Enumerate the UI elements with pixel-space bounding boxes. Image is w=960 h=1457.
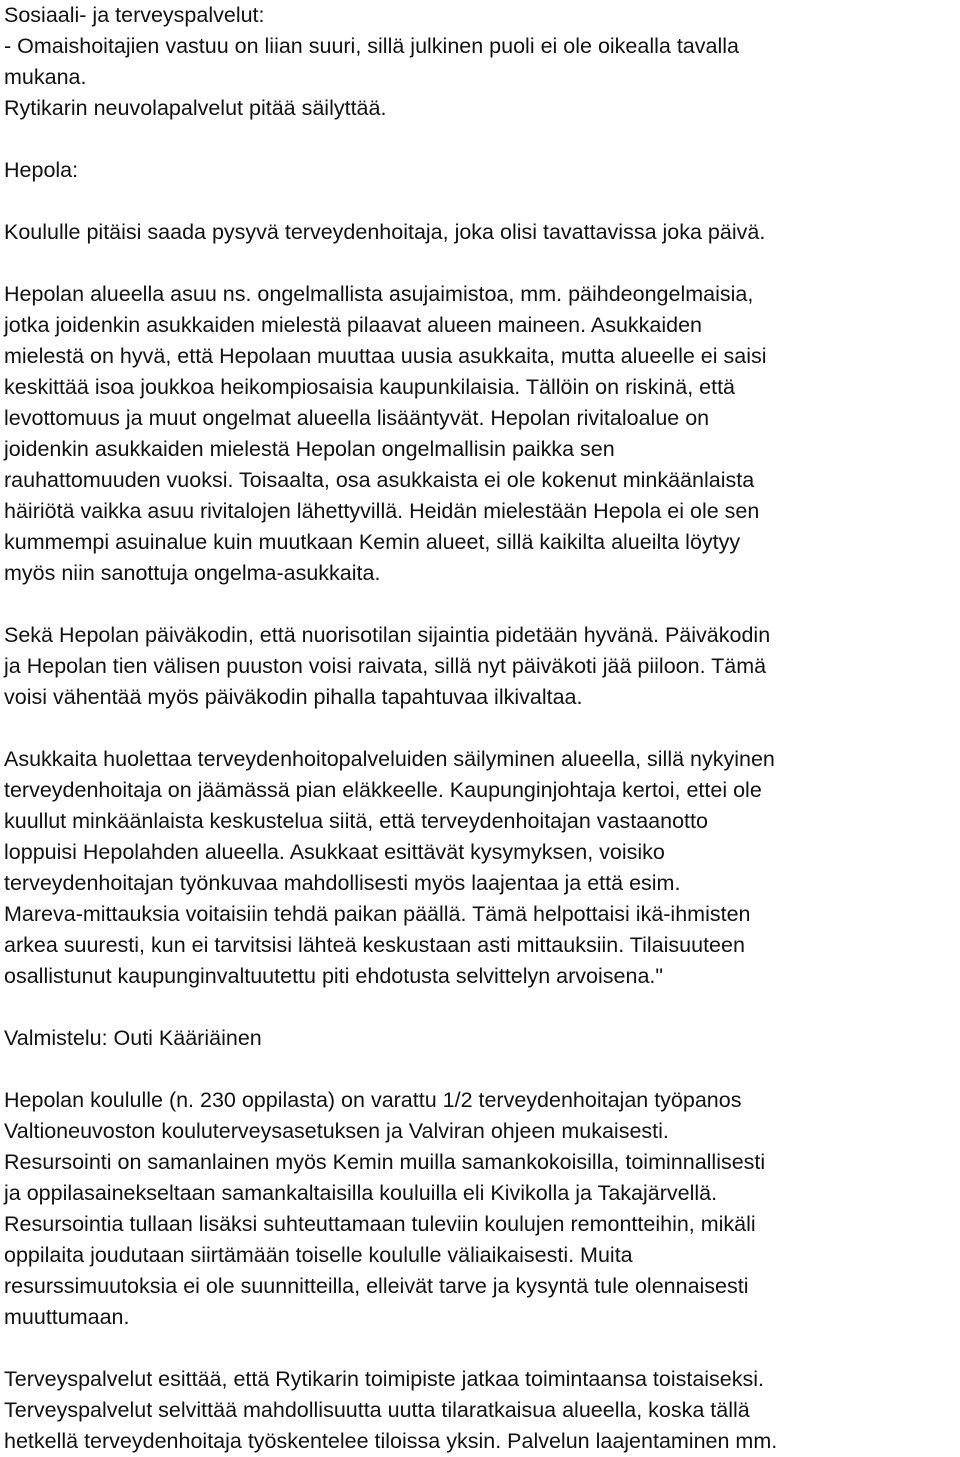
text-line: kuullut minkäänlaista keskustelua siitä, että terveydenhoitajan vastaanotto (4, 809, 708, 833)
text-line: muuttumaan. (4, 1305, 130, 1329)
paragraph-gap (4, 1054, 960, 1085)
text-line: jotka joidenkin asukkaiden mielestä pilaavat alueen maineen. Asukkaiden (4, 313, 703, 337)
text-line: Resursointi on samanlainen myös Kemin muilla samankokoisilla, toiminnallisesti (4, 1150, 766, 1174)
text-line: osallistunut kaupunginvaltuutettu piti ehdotusta selvittelyn arvoisena." (4, 964, 664, 988)
text-line: hetkellä terveydenhoitaja työskentelee tiloissa yksin. Palvelun laajentaminen mm. (4, 1429, 778, 1453)
paragraph (4, 744, 960, 992)
text-line: Asukkaita huolettaa terveydenhoitopalveluiden säilyminen alueella, sillä nykyinen (4, 747, 775, 771)
text-line: Resursointia tullaan lisäksi suhteuttamaan tuleviin koulujen remontteihin, mikäli (4, 1212, 756, 1236)
text-line: mielestä on hyvä, että Hepolaan muuttaa uusia asukkaita, mutta alueelle ei saisi (4, 344, 767, 368)
section-heading: Sosiaali- ja terveyspalvelut: (4, 3, 265, 27)
text-line: loppuisi Hepolahden alueella. Asukkaat esittävät kysymyksen, voisiko (4, 840, 665, 864)
paragraph-gap (4, 124, 960, 155)
text-line: ja oppilasainekseltaan samankaltaisilla kouluilla eli Kivikolla ja Takajärvellä. (4, 1181, 718, 1205)
text-line: terveydenhoitaja on jäämässä pian eläkkeelle. Kaupunginjohtaja kertoi, ettei ole (4, 778, 762, 802)
paragraph (4, 620, 960, 713)
text-line: rauhattomuuden vuoksi. Toisaalta, osa asukkaista ei ole kokenut minkäänlaista (4, 468, 755, 492)
preparer-line (4, 1023, 960, 1054)
text-line: joidenkin asukkaiden mielestä Hepolan ongelmallisin paikka sen (4, 437, 615, 461)
text-line: Hepolan alueella asuu ns. ongelmallista asujaimistoa, mm. päihdeongelmaisia, (4, 282, 754, 306)
paragraph-gap (4, 1333, 960, 1364)
paragraph (4, 279, 960, 589)
text-line: - Omaishoitajien vastuu on liian suuri, sillä julkinen puoli ei ole oikealla tavalla (4, 34, 739, 58)
text-line: arkea suuresti, kun ei tarvitsisi lähteä keskustaan asti mittauksiin. Tilaisuuteen (4, 933, 745, 957)
text-line: Terveyspalvelut esittää, että Rytikarin toimipiste jatkaa toimintaansa toistaiseksi. (4, 1367, 765, 1391)
text-line: terveydenhoitajan työnkuvaa mahdollisesti myös laajentaa ja että esim. (4, 871, 681, 895)
paragraph (4, 1085, 960, 1333)
document-body (4, 0, 960, 1457)
section-hepola (4, 155, 960, 186)
paragraph (4, 1364, 960, 1457)
paragraph (4, 217, 960, 248)
text-line: Valtioneuvoston kouluterveysasetuksen ja Valviran ohjeen mukaisesti. (4, 1119, 669, 1143)
paragraph-gap (4, 589, 960, 620)
text-line: mukana. (4, 65, 87, 89)
text-line: Hepolan koululle (n. 230 oppilasta) on varattu 1/2 terveydenhoitajan työpanos (4, 1088, 742, 1112)
paragraph-gap (4, 248, 960, 279)
paragraph-gap (4, 186, 960, 217)
text-line: Koululle pitäisi saada pysyvä terveydenhoitaja, joka olisi tavattavissa joka päivä. (4, 220, 766, 244)
text-line: Rytikarin neuvolapalvelut pitää säilyttää. (4, 96, 387, 120)
section-social-health (4, 0, 960, 124)
text-line: voisi vähentää myös päiväkodin pihalla tapahtuvaa ilkivaltaa. (4, 685, 583, 709)
text-line: kummempi asuinalue kuin muutkaan Kemin alueet, sillä kaikilta alueilta löytyy (4, 530, 741, 554)
text-line: Valmistelu: Outi Kääriäinen (4, 1026, 262, 1050)
text-line: häiriötä vaikka asuu rivitalojen lähettyvillä. Heidän mielestään Hepola ei ole sen (4, 499, 760, 523)
text-line: keskittää isoa joukkoa heikompiosaisia kaupunkilaisia. Tällöin on riskinä, että (4, 375, 735, 399)
text-line: levottomuus ja muut ongelmat alueella lisääntyvät. Hepolan rivitaloalue on (4, 406, 710, 430)
text-line: Sekä Hepolan päiväkodin, että nuorisotilan sijaintia pidetään hyvänä. Päiväkodin (4, 623, 771, 647)
text-line: resurssimuutoksia ei ole suunnitteilla, elleivät tarve ja kysyntä tule olennaisesti (4, 1274, 749, 1298)
paragraph-gap (4, 713, 960, 744)
text-line: oppilaita joudutaan siirtämään toiselle koululle väliaikaisesti. Muita (4, 1243, 633, 1267)
text-line: ja Hepolan tien välisen puuston voisi raivata, sillä nyt päiväkoti jää piiloon. Tämä (4, 654, 767, 678)
text-line: Terveyspalvelut selvittää mahdollisuutta uutta tilaratkaisua alueella, koska tällä (4, 1398, 750, 1422)
section-heading: Hepola: (4, 158, 79, 182)
paragraph-gap (4, 992, 960, 1023)
text-line: Mareva-mittauksia voitaisiin tehdä paikan päällä. Tämä helpottaisi ikä-ihmisten (4, 902, 751, 926)
text-line: myös niin sanottuja ongelma-asukkaita. (4, 561, 381, 585)
